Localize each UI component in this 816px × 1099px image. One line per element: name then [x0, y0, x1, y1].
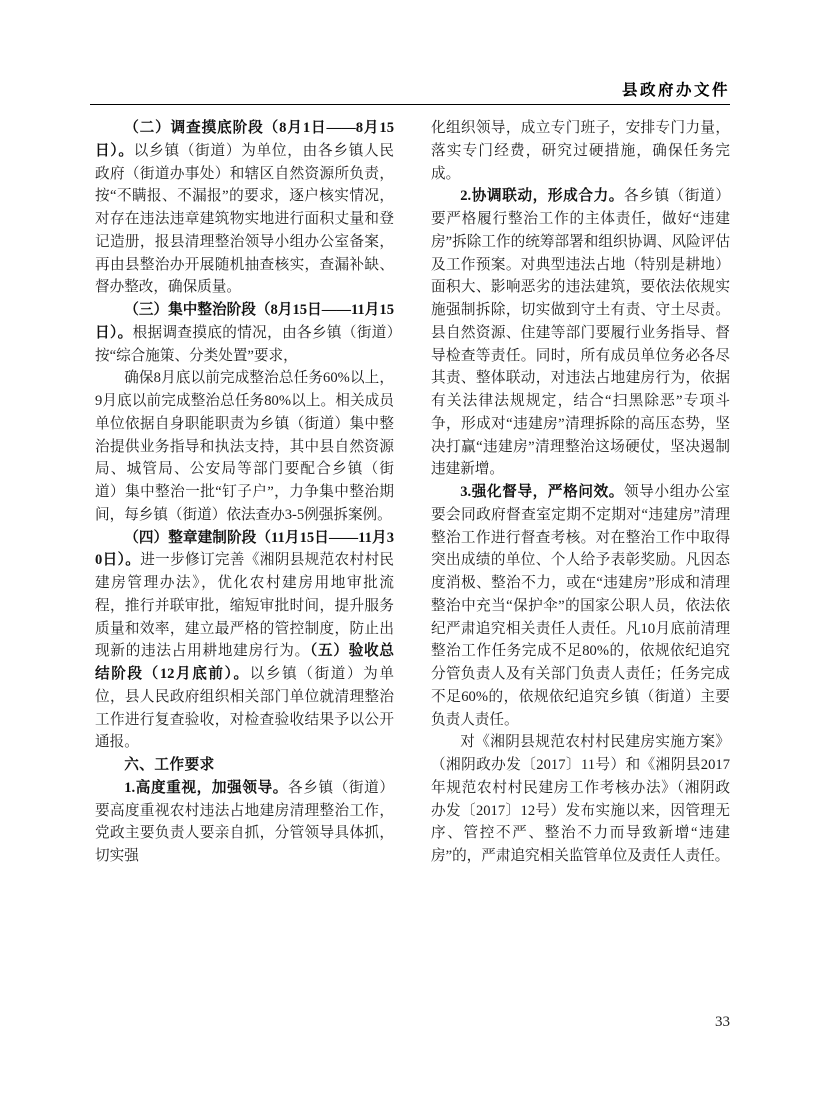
- paragraph: [95, 777, 394, 868]
- section-heading: [95, 754, 394, 777]
- paragraph-lead: （二）调查摸底阶段（8月1日——8月15日）。: [95, 120, 394, 159]
- column-left: [95, 117, 394, 868]
- paragraph-text: 确保8月底以前完成整治总任务60%以上，9月底以前完成整治总任务80%以上。相关成员单位依据自身职能职责为乡镇（街道）集中整治提供业务指导和执法支持，其中县自然资源局、城管局、公安局等部门要配合乡镇（街道）集中整治一批“钉子户”，力争集中整治期间，每乡镇（街道）依法查办3-5例强拆案例。: [95, 370, 394, 523]
- paragraph-text: 对《湘阴县规范农村村民建房实施方案》（湘阴政办发〔2017〕11号）和《湘阴县2017年规范农村村民建房工作考核办法》（湘阴政办发〔2017〕12号）发布实施以来，因管理无序、管控不严、整治不力而导致新增“违建房”的，严肃追究相关监管单位及责任人责任。: [431, 734, 730, 864]
- paragraph: [431, 481, 730, 731]
- paragraph-text: 领导小组办公室要会同政府督查室定期不定期对“违建房”清理整治工作进行督查考核。对在整治工作中取得突出成绩的单位、个人给予表彰奖励。凡因态度消极、整治不力，或在“违建房”形成和清理整治中充当“保护伞”的国家公职人员，依法依纪严肃追究相关责任人责任。凡10月底前清理整治工作任务完成不足80%的，依规依纪追究分管负责人及有关部门负责人责任；任务完成不足60%的，依规依纪追究乡镇（街道）主要负责人责任。: [431, 484, 730, 728]
- paragraph-lead: （五）验收总结阶段（12月底前）。: [95, 643, 394, 682]
- paragraph-text: 以乡镇（街道）为单位，由各乡镇人民政府（街道办事处）和辖区自然资源所负责，按“不瞒报、不漏报”的要求，逐户核实情况，对存在违法违章建筑物实地进行面积丈量和登记造册，报县清理整治领导小组办公室备案，再由县整治办开展随机抽查核实，查漏补缺、督办整改，确保质量。: [95, 142, 394, 296]
- paragraph: [431, 185, 730, 481]
- section-heading-text: 六、工作要求: [124, 757, 215, 773]
- paragraph-text: 根据调查摸底的情况，由各乡镇（街道）按“综合施策、分类处置”要求，: [95, 324, 395, 364]
- page-number: 33: [715, 1014, 730, 1030]
- paragraph-text: 各乡镇（街道）要高度重视农村违法占地建房清理整治工作，党政主要负责人要亲自抓，分管领导具体抓，切实强: [95, 779, 394, 864]
- paragraph: [95, 299, 394, 367]
- paragraph-text: 各乡镇（街道）要严格履行整治工作的主体责任，做好“违建房”拆除工作的统筹部署和组织协调、风险评估及工作预案。对典型违法占地（特别是耕地）面积大、影响恶劣的违法建筑，要依法依规实施强制拆除，切实做到守土有责、守土尽责。县自然资源、住建等部门要履行业务指导、督导检查等责任。同时，所有成员单位务必各尽其责、整体联动，对违法占地建房行为，依据有关法律法规规定，结合“扫黑除恶”专项斗争，形成对“违建房”清理拆除的高压态势，坚决打赢“违建房”清理整治这场硬仗，坚决遏制违建新增。: [431, 188, 730, 478]
- header-rule: [90, 104, 730, 105]
- column-right: [431, 117, 730, 868]
- paragraph: [95, 367, 394, 526]
- paragraph-lead: （四）整章建制阶段（11月15日——11月30日）。: [95, 529, 394, 569]
- document-body: [95, 117, 730, 868]
- paragraph-continuation: [431, 117, 730, 185]
- paragraph: [431, 731, 730, 868]
- header-title: 县政府办文件: [621, 82, 730, 99]
- paragraph-text: 进一步修订完善《湘阴县规范农村村民建房管理办法》，优化农村建房用地审批流程，推行并联审批，缩短审批时间，提升服务质量和效率，建立最严格的管控制度，防止出现新的违法占用耕地建房行为。: [95, 552, 394, 660]
- paragraph: [95, 527, 394, 755]
- paragraph-lead: 2.协调联动，形成合力。: [460, 188, 625, 205]
- paragraph-lead: 1.高度重视，加强领导。: [124, 779, 289, 796]
- paragraph: [95, 117, 394, 299]
- paragraph-lead: （三）集中整治阶段（8月15日——11月15日）。: [95, 302, 394, 341]
- paragraph-lead: 3.强化督导，严格问效。: [460, 484, 625, 500]
- paragraph-text: 以乡镇（街道）为单位，县人民政府组织相关部门单位就清理整治工作进行复查验收，对检查验收结果予以公开通报。: [95, 666, 394, 751]
- paragraph-text: 化组织领导，成立专门班子，安排专门力量，落实专门经费，研究过硬措施，确保任务完成。: [431, 120, 730, 182]
